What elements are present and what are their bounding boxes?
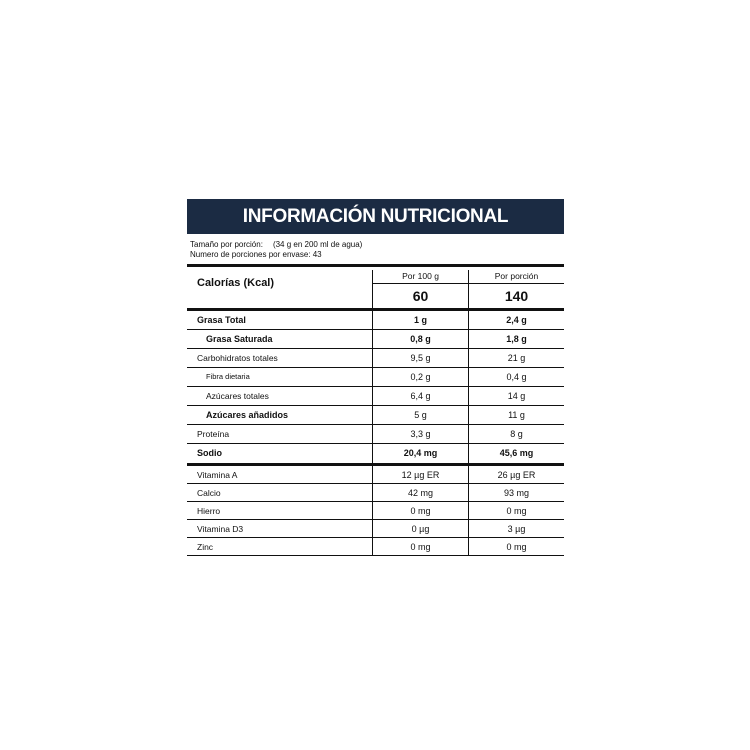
nutrient-per-serving: 21 g [468,349,564,367]
micronutrient-name: Zinc [197,542,214,552]
micronutrient-per-100: 0 mg [372,538,468,555]
nutrient-per-serving: 2,4 g [468,311,564,329]
nutrition-label [187,199,564,556]
nutrient-per-serving: 8 g [468,425,564,443]
nutrient-row-sodio [187,444,564,463]
micronutrient-name: Hierro [197,506,221,516]
nutrient-per-100: 0,8 g [372,330,468,348]
nutrient-row-fibra [187,368,564,387]
micronutrient-per-100: 0 µg [372,520,468,537]
micronutrient-per-100: 12 µg ER [372,466,468,483]
nutrient-name: Sodio [197,448,222,458]
micronutrient-name: Vitamina A [197,470,238,480]
nutrient-name: Carbohidratos totales [197,353,278,363]
calories-label: Calorías (Kcal) [197,277,275,289]
micronutrient-row-vitamina-d3 [187,520,564,538]
label-title: INFORMACIÓN NUTRICIONAL [187,199,564,234]
nutrient-row-carbohidratos [187,349,564,368]
nutrient-row-azucares-totales [187,387,564,406]
per-serving-header: Por porción [469,270,564,284]
calories-row [187,270,564,308]
nutrient-per-serving: 45,6 mg [468,444,564,463]
nutrient-name: Grasa Saturada [206,334,273,344]
per-100-header: Por 100 g [373,270,468,284]
nutrient-name: Grasa Total [197,315,246,325]
micronutrient-per-100: 42 mg [372,484,468,501]
nutrient-row-azucares-anadidos [187,406,564,425]
nutrient-per-serving: 11 g [468,406,564,424]
micronutrient-per-serving: 0 mg [468,538,564,555]
serving-info [187,240,564,260]
nutrient-per-serving: 0,4 g [468,368,564,386]
calories-per-100-column [372,270,468,308]
micronutrient-row-zinc [187,538,564,556]
micronutrient-per-serving: 26 µg ER [468,466,564,483]
calories-per-serving-column [468,270,564,308]
nutrient-per-100: 20,4 mg [372,444,468,463]
nutrient-row-grasa-saturada [187,330,564,349]
micronutrient-per-100: 0 mg [372,502,468,519]
nutrient-per-100: 1 g [372,311,468,329]
divider [187,264,564,267]
nutrient-name: Azúcares añadidos [206,410,289,420]
serving-size-value: (34 g en 200 ml de agua) [272,240,363,249]
micronutrient-per-serving: 93 mg [468,484,564,501]
nutrient-per-100: 6,4 g [372,387,468,405]
nutrient-per-100: 5 g [372,406,468,424]
calories-per-serving: 140 [504,288,529,304]
nutrient-per-serving: 1,8 g [468,330,564,348]
nutrient-name: Proteína [197,429,230,439]
calories-per-100: 60 [412,288,429,304]
nutrient-per-100: 9,5 g [372,349,468,367]
servings-per-container: Numero de porciones por envase: 43 [190,250,322,259]
serving-size-label: Tamaño por porción: [190,240,263,249]
micronutrient-row-hierro [187,502,564,520]
nutrient-per-serving: 14 g [468,387,564,405]
nutrient-row-grasa-total [187,311,564,330]
nutrient-name: Azúcares totales [206,391,269,401]
nutrient-per-100: 0,2 g [372,368,468,386]
micronutrient-name: Vitamina D3 [197,524,244,534]
nutrient-row-proteina [187,425,564,444]
micronutrient-row-vitamina-a [187,466,564,484]
nutrient-name: Fibra dietaria [206,372,250,381]
micronutrient-name: Calcio [197,488,221,498]
micronutrient-per-serving: 0 mg [468,502,564,519]
nutrient-per-100: 3,3 g [372,425,468,443]
micronutrient-per-serving: 3 µg [468,520,564,537]
micronutrient-row-calcio [187,484,564,502]
